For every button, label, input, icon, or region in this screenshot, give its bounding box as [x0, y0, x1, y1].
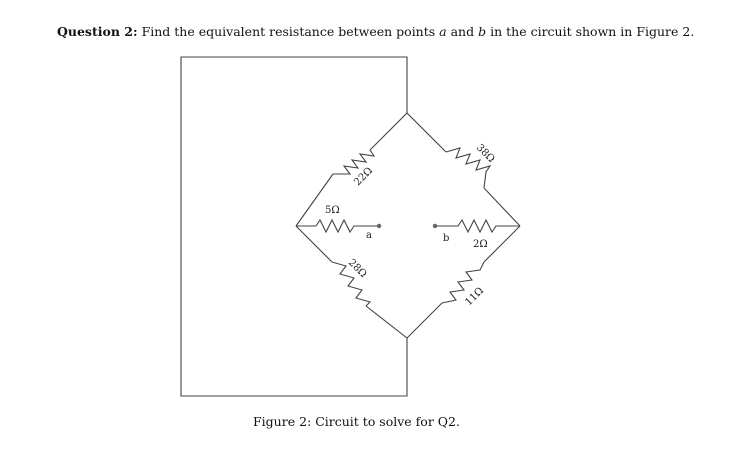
resistor-22: [296, 113, 407, 226]
question-label: Question 2:: [57, 24, 138, 39]
resistor-28: [296, 226, 407, 338]
resistor-2: [433, 220, 520, 232]
label-node-a: a: [366, 230, 372, 241]
question-text-part2: in the circuit shown in Figure 2.: [490, 24, 695, 39]
label-2: 2Ω: [473, 239, 488, 250]
resistor-11: [407, 226, 520, 338]
node-a-dot: [377, 224, 381, 228]
label-5: 5Ω: [325, 205, 340, 216]
label-11: 11Ω: [463, 285, 486, 309]
label-node-b: b: [443, 233, 450, 244]
question-text-part1: Find the equivalent resistance between points: [141, 24, 436, 39]
point-a-ref: a: [439, 24, 447, 39]
label-38: 38Ω: [473, 142, 497, 165]
figure-caption: Figure 2: Circuit to solve for Q2.: [253, 414, 460, 429]
label-28: 28Ω: [345, 257, 369, 280]
resistor-38: [407, 113, 520, 226]
question-text-and: and: [450, 24, 475, 39]
label-22: 22Ω: [352, 165, 375, 189]
point-b-ref: b: [478, 24, 487, 39]
